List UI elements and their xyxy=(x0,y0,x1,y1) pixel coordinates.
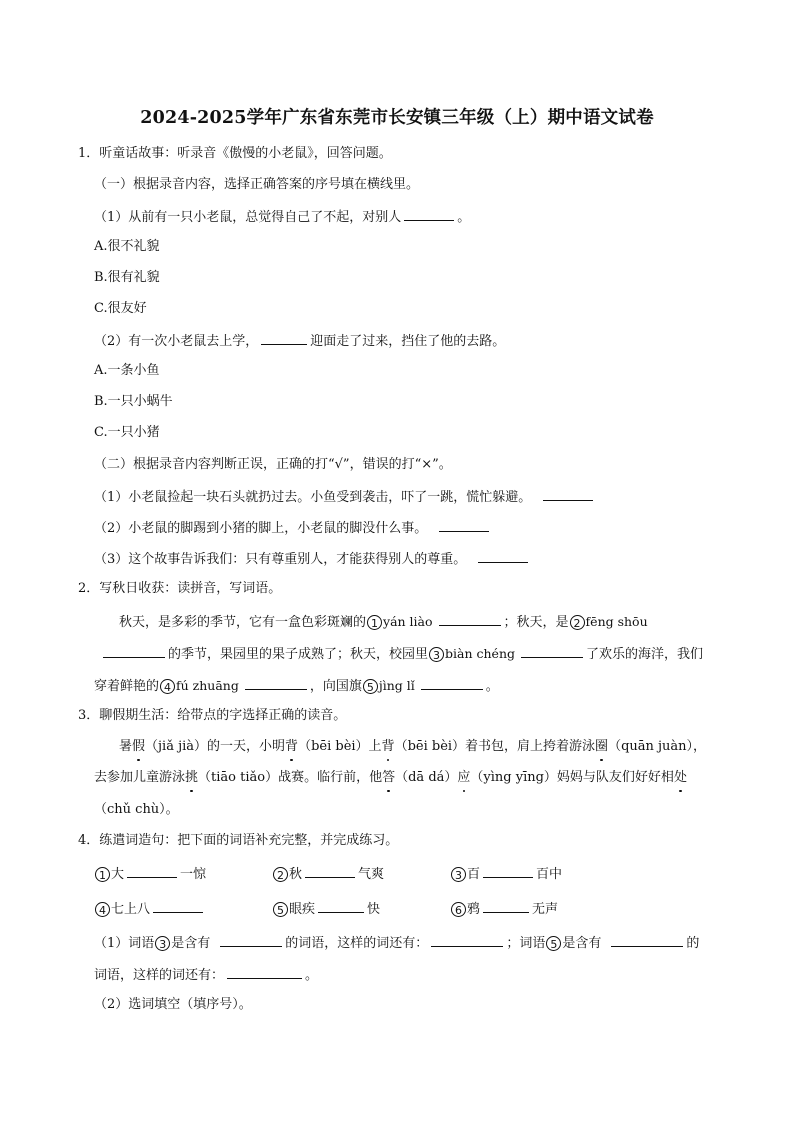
idiom-part: 七上八 xyxy=(111,902,151,917)
q4-stem: 4．练遣词造句：把下面的词语补充完整，并完成练习。 xyxy=(78,833,399,848)
dotted-character: 背 xyxy=(381,739,395,754)
q1-part2-instruction: （二）根据录音内容判断正误，正确的打“√”，错误的打“×”。 xyxy=(94,457,452,472)
answer-blank[interactable] xyxy=(404,207,454,221)
idiom-part: 眼疾 xyxy=(289,902,316,917)
q3-text: 去参加儿童游泳 xyxy=(94,770,186,785)
q2-line3 xyxy=(94,676,499,696)
circled-number: 1 xyxy=(95,867,110,882)
idiom-part: 一惊 xyxy=(180,867,207,882)
q1-sub2-post: 迎面走了过来，挡住了他的去路。 xyxy=(310,334,506,349)
q4-text: 。 xyxy=(305,968,319,983)
q1-judge3 xyxy=(94,549,531,569)
q1-part1-instruction: （一）根据录音内容，选择正确答案的序号填在横线里。 xyxy=(94,177,420,192)
pinyin: fú zhuāng xyxy=(176,678,239,693)
q4-text: 的 xyxy=(686,936,700,951)
q3-text: （bēi bèi）着书包，肩上挎着游泳 xyxy=(394,739,596,754)
circled-number: 5 xyxy=(273,902,288,917)
q4-text: 的词语，这样的词还有： xyxy=(285,936,429,951)
q1-sub2-option-c: C.一只小猪 xyxy=(94,425,160,440)
circled-number: 6 xyxy=(451,902,466,917)
dotted-character: 应 xyxy=(457,770,471,785)
answer-blank[interactable] xyxy=(543,487,593,501)
idiom-item xyxy=(450,864,562,884)
q3-text: （dā dá） xyxy=(395,770,458,785)
q2-line1 xyxy=(119,612,648,632)
answer-blank[interactable] xyxy=(245,676,307,690)
answer-blank[interactable] xyxy=(227,965,302,979)
answer-blank[interactable] xyxy=(521,644,583,658)
q4-text: 是含有 xyxy=(562,936,602,951)
q3-line2 xyxy=(94,769,687,787)
answer-blank[interactable] xyxy=(153,899,203,913)
answer-blank[interactable] xyxy=(103,644,165,658)
q3-stem: 3．聊假期生活：给带点的字选择正确的读音。 xyxy=(78,708,347,723)
idiom-item xyxy=(94,899,206,919)
circled-number: 3 xyxy=(451,867,466,882)
q1-sub2-option-b: B.一只小蜗牛 xyxy=(94,394,173,409)
answer-blank[interactable] xyxy=(611,933,683,947)
idiom-part: 百中 xyxy=(536,867,563,882)
circled-number: 4 xyxy=(160,679,175,694)
q4-exercise1-line2 xyxy=(94,965,318,985)
q1-sub2-pre: （2）有一次小老鼠去上学， xyxy=(94,334,259,349)
idiom-part: 秋 xyxy=(289,867,303,882)
idiom-part: 无声 xyxy=(532,902,559,917)
q4-text: ；词语 xyxy=(506,936,546,951)
q2-text: 。 xyxy=(485,679,499,694)
answer-blank[interactable] xyxy=(439,612,501,626)
q1-sub1-text: （1）从前有一只小老鼠，总觉得自己了不起，对别人 xyxy=(94,210,402,225)
circled-number: 3 xyxy=(155,936,170,951)
answer-blank[interactable] xyxy=(421,676,483,690)
dotted-character: 圈 xyxy=(595,739,609,754)
circled-number: 2 xyxy=(570,615,585,630)
answer-blank[interactable] xyxy=(318,899,364,913)
q1-judge2-text: （2）小老鼠的脚踢到小猪的脚上，小老鼠的脚没什么事。 xyxy=(94,521,428,536)
dotted-character: 挑 xyxy=(185,770,199,785)
circled-number: 3 xyxy=(429,647,444,662)
idiom-part: 鸦 xyxy=(467,902,481,917)
answer-blank[interactable] xyxy=(439,518,489,532)
q3-line1 xyxy=(119,738,706,756)
q2-text: ；秋天，是 xyxy=(503,615,569,630)
circled-number: 2 xyxy=(273,867,288,882)
q3-text: 暑 xyxy=(119,739,133,754)
q3-text: （jiǎ jià）的一天，小明 xyxy=(145,739,286,754)
answer-blank[interactable] xyxy=(220,933,282,947)
q3-text: （bēi bèi）上 xyxy=(298,739,382,754)
q2-text: 了欢乐的海洋，我们 xyxy=(586,647,704,662)
answer-blank[interactable] xyxy=(261,331,307,345)
circled-number: 1 xyxy=(367,615,382,630)
q1-stem: 1．听童话故事：听录音《傲慢的小老鼠》，回答问题。 xyxy=(78,146,392,161)
answer-blank[interactable] xyxy=(305,864,355,878)
idiom-item xyxy=(450,899,558,919)
q4-text: 词语，这样的词还有： xyxy=(94,968,225,983)
q3-text: （quān juàn）， xyxy=(608,739,707,754)
q4-text: （1）词语 xyxy=(94,936,155,951)
q4-exercise2: （2）选词填空（填序号）。 xyxy=(94,997,252,1012)
q1-sub2-option-a: A.一条小鱼 xyxy=(94,363,160,378)
q2-text: ，向国旗 xyxy=(309,679,362,694)
dotted-character: 假 xyxy=(132,739,146,754)
dotted-character: 处 xyxy=(673,770,687,785)
q1-judge3-text: （3）这个故事告诉我们：只有尊重别人，才能获得别人的尊重。 xyxy=(94,552,467,567)
answer-blank[interactable] xyxy=(431,933,503,947)
q4-exercise1-line1 xyxy=(94,933,699,953)
pinyin: biàn chéng xyxy=(445,646,515,661)
q4-text: 是含有 xyxy=(171,936,211,951)
idiom-item xyxy=(94,864,206,884)
q1-sub1-option-a: A.很不礼貌 xyxy=(94,239,160,254)
idiom-item xyxy=(272,899,380,919)
q1-judge1-text: （1）小老鼠捡起一块石头就扔过去。小鱼受到袭击，吓了一跳，慌忙躲避。 xyxy=(94,490,532,505)
pinyin: jìng lǐ xyxy=(378,678,415,693)
q3-text: （yìng yīng）妈妈与队友们好好相 xyxy=(470,770,674,785)
q3-line3: （chǔ chù）。 xyxy=(94,802,179,817)
answer-blank[interactable] xyxy=(483,864,533,878)
circled-number: 5 xyxy=(363,679,378,694)
answer-blank[interactable] xyxy=(478,549,528,563)
q2-text: 秋天，是多彩的季节，它有一盒色彩斑斓的 xyxy=(119,615,367,630)
dotted-character: 背 xyxy=(285,739,299,754)
circled-number: 5 xyxy=(546,936,561,951)
idiom-part: 气爽 xyxy=(358,867,385,882)
q1-sub1-option-c: C.很友好 xyxy=(94,301,147,316)
circled-number: 4 xyxy=(95,902,110,917)
q2-text: 的季节，果园里的果子成熟了；秋天，校园里 xyxy=(168,647,429,662)
q2-line2 xyxy=(100,644,703,664)
pinyin: fēng shōu xyxy=(585,614,648,629)
q1-judge2 xyxy=(94,518,492,538)
q1-sub1-option-b: B.很有礼貌 xyxy=(94,270,160,285)
idiom-part: 大 xyxy=(111,867,125,882)
idiom-item xyxy=(272,864,384,884)
q3-text: （tiāo tiǎo）战赛。临行前，他 xyxy=(198,770,383,785)
dotted-character: 答 xyxy=(382,770,396,785)
q1-sub2 xyxy=(94,331,505,351)
q2-text: 穿着鲜艳的 xyxy=(94,679,160,694)
exam-title: 2024-2025学年广东省东莞市长安镇三年级（上）期中语文试卷 xyxy=(140,108,654,128)
idiom-part: 快 xyxy=(367,902,381,917)
answer-blank[interactable] xyxy=(483,899,529,913)
answer-blank[interactable] xyxy=(127,864,177,878)
q1-sub1-end: 。 xyxy=(457,210,471,225)
q2-stem: 2．写秋日收获：读拼音，写词语。 xyxy=(78,581,282,596)
q1-sub1 xyxy=(94,207,470,227)
idiom-part: 百 xyxy=(467,867,481,882)
q1-judge1 xyxy=(94,487,596,507)
pinyin: yán liào xyxy=(383,614,433,629)
